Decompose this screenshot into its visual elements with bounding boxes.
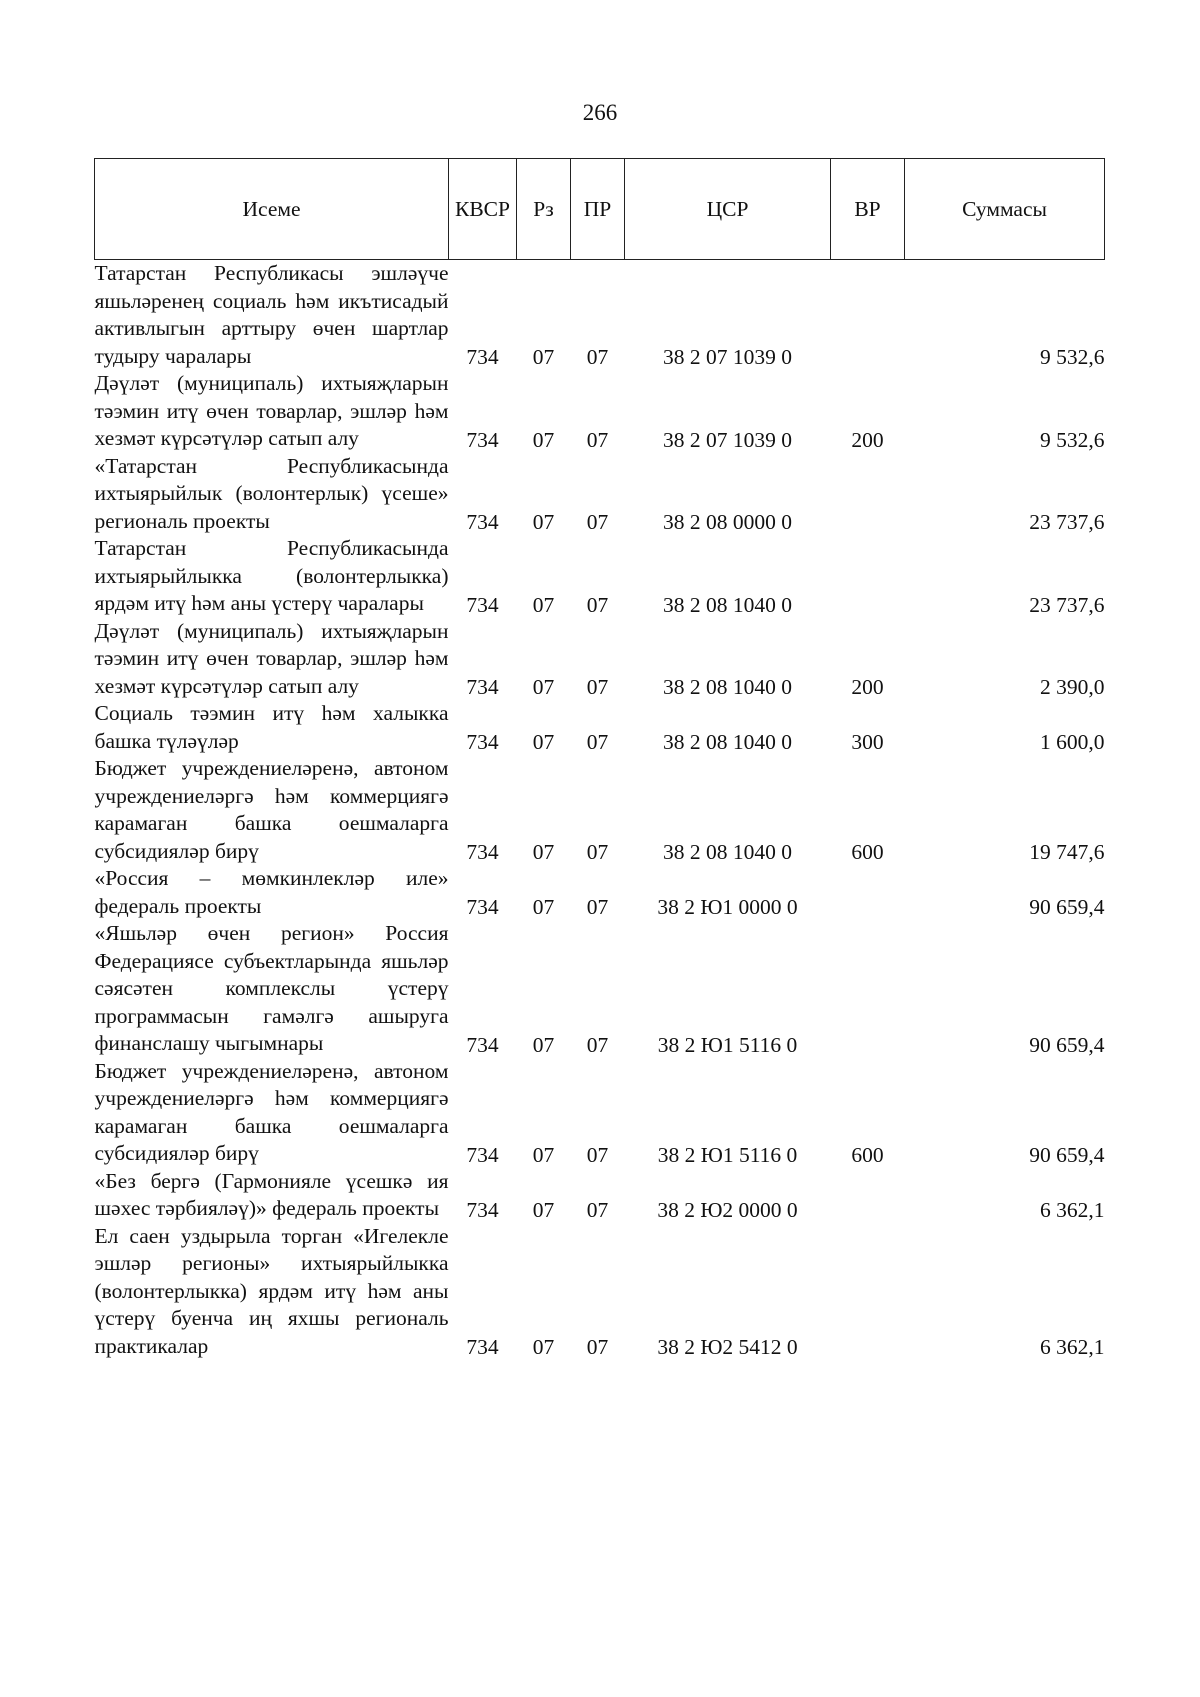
header-name: Исеме bbox=[95, 159, 449, 260]
table-header-row bbox=[95, 159, 1105, 260]
cell-sum: 23 737,6 bbox=[1029, 510, 1105, 534]
cell-vr: 600 bbox=[851, 840, 884, 864]
budget-table bbox=[94, 158, 1105, 1360]
table-row bbox=[95, 453, 1105, 536]
cell-name: Ел саен уздырыла торган «Игелекле эшләр регионы» ихтыярыйлыкка (волонтерлыкка) ярдәм итү һәм аны үстерү буенча иң яхшы региональ практикалар bbox=[94, 1223, 449, 1358]
cell-vr: 200 bbox=[851, 675, 884, 699]
cell-csr: 38 2 Ю1 5116 0 bbox=[657, 1032, 798, 1057]
cell-kvsr: 734 bbox=[466, 510, 499, 534]
table-body bbox=[95, 260, 1105, 1361]
table-row bbox=[95, 755, 1105, 865]
table-row bbox=[95, 618, 1105, 701]
cell-pr: 07 bbox=[586, 840, 609, 864]
header-vr: ВР bbox=[831, 159, 905, 260]
cell-rz: 07 bbox=[532, 1142, 555, 1167]
cell-vr: 200 bbox=[851, 427, 884, 452]
cell-csr: 38 2 Ю2 5412 0 bbox=[657, 1335, 798, 1359]
cell-sum: 90 659,4 bbox=[1029, 1142, 1105, 1167]
cell-sum: 23 737,6 bbox=[1029, 592, 1105, 617]
cell-pr: 07 bbox=[586, 1335, 609, 1359]
cell-rz: 07 bbox=[532, 345, 555, 369]
cell-vr bbox=[831, 1223, 905, 1361]
cell-rz: 07 bbox=[532, 1032, 555, 1057]
cell-csr: 38 2 Ю2 0000 0 bbox=[657, 1197, 798, 1222]
header-kvsr: КВСР bbox=[449, 159, 517, 260]
cell-pr: 07 bbox=[586, 345, 609, 369]
cell-kvsr: 734 bbox=[466, 345, 499, 369]
cell-pr: 07 bbox=[586, 730, 609, 754]
cell-kvsr: 734 bbox=[466, 840, 499, 864]
cell-kvsr: 734 bbox=[466, 675, 499, 699]
header-sum: Суммасы bbox=[905, 159, 1105, 260]
cell-vr bbox=[831, 920, 905, 1058]
cell-csr: 38 2 07 1039 0 bbox=[663, 427, 792, 452]
table-row bbox=[95, 260, 1105, 371]
cell-kvsr: 734 bbox=[466, 730, 499, 754]
cell-vr: 600 bbox=[851, 1142, 884, 1167]
cell-vr bbox=[831, 865, 905, 920]
cell-rz: 07 bbox=[532, 592, 555, 617]
cell-sum: 9 532,6 bbox=[1040, 427, 1105, 452]
cell-vr: 300 bbox=[851, 730, 884, 754]
cell-sum: 1 600,0 bbox=[1040, 730, 1105, 754]
cell-name: Дәүләт (муниципаль) ихтыяҗларын тәэмин итү өчен товарлар, эшләр һәм хезмәт күрсәтүләр сатып алу bbox=[94, 371, 449, 450]
cell-kvsr: 734 bbox=[466, 1197, 499, 1222]
cell-kvsr: 734 bbox=[466, 427, 499, 452]
cell-name: Социаль тәэмин итү һәм халыкка башка түләүләр bbox=[94, 701, 449, 753]
cell-pr: 07 bbox=[586, 592, 609, 617]
cell-rz: 07 bbox=[532, 427, 555, 452]
cell-pr: 07 bbox=[586, 1032, 609, 1057]
cell-kvsr: 734 bbox=[466, 1032, 499, 1057]
cell-rz: 07 bbox=[532, 1335, 555, 1359]
cell-name: «Россия – мөмкинлекләр иле» федераль проекты bbox=[94, 866, 449, 918]
cell-pr: 07 bbox=[586, 895, 609, 919]
cell-sum: 2 390,0 bbox=[1040, 675, 1105, 699]
table-row bbox=[95, 1058, 1105, 1168]
cell-kvsr: 734 bbox=[466, 1142, 499, 1167]
cell-rz: 07 bbox=[532, 730, 555, 754]
cell-pr: 07 bbox=[586, 675, 609, 699]
cell-csr: 38 2 08 1040 0 bbox=[663, 592, 792, 617]
cell-rz: 07 bbox=[532, 510, 555, 534]
header-csr: ЦСР bbox=[625, 159, 831, 260]
cell-sum: 19 747,6 bbox=[1029, 840, 1105, 864]
cell-name: Татарстан Республикасында ихтыярыйлыкка (волонтерлыкка) ярдәм итү һәм аны үстерү чаралары bbox=[94, 536, 449, 615]
cell-rz: 07 bbox=[532, 895, 555, 919]
cell-sum: 6 362,1 bbox=[1040, 1335, 1105, 1359]
cell-vr bbox=[831, 260, 905, 371]
cell-name: Бюджет учреждениеләренә, автоном учреждениеләргә һәм коммерциягә карамаган башка оешмаларга субсидияләр бирү bbox=[94, 756, 449, 863]
cell-name: «Без бергә (Гармонияле үсешкә ия шәхес тәрбияләү)» федераль проекты bbox=[94, 1168, 449, 1220]
cell-vr bbox=[831, 535, 905, 618]
table-row bbox=[95, 1223, 1105, 1361]
cell-csr: 38 2 Ю1 0000 0 bbox=[657, 895, 798, 919]
header-pr: ПР bbox=[571, 159, 625, 260]
cell-sum: 6 362,1 bbox=[1040, 1197, 1105, 1222]
cell-pr: 07 bbox=[586, 1142, 609, 1167]
cell-sum: 90 659,4 bbox=[1029, 895, 1105, 919]
page-number: 266 bbox=[582, 100, 618, 125]
cell-pr: 07 bbox=[586, 427, 609, 452]
cell-kvsr: 734 bbox=[466, 592, 499, 617]
cell-csr: 38 2 08 0000 0 bbox=[663, 510, 792, 534]
cell-kvsr: 734 bbox=[466, 895, 499, 919]
cell-name: Дәүләт (муниципаль) ихтыяҗларын тәэмин итү өчен товарлар, эшләр һәм хезмәт күрсәтүләр сатып алу bbox=[94, 618, 449, 698]
cell-name: «Татарстан Республикасында ихтыярыйлык (волонтерлык) үсеше» региональ проекты bbox=[94, 453, 449, 533]
table-row bbox=[95, 700, 1105, 755]
cell-csr: 38 2 08 1040 0 bbox=[663, 840, 792, 864]
cell-csr: 38 2 08 1040 0 bbox=[663, 675, 792, 699]
table-row bbox=[95, 865, 1105, 920]
cell-pr: 07 bbox=[586, 1197, 609, 1222]
cell-sum: 9 532,6 bbox=[1040, 345, 1105, 369]
cell-rz: 07 bbox=[532, 675, 555, 699]
cell-csr: 38 2 Ю1 5116 0 bbox=[657, 1142, 798, 1167]
cell-name: Татарстан Республикасы эшләүче яшьләренең социаль һәм икътисадый активлыгын арттыру өчен шартлар тудыру чаралары bbox=[94, 261, 449, 368]
cell-csr: 38 2 08 1040 0 bbox=[663, 730, 792, 754]
table-row bbox=[95, 1168, 1105, 1223]
cell-csr: 38 2 07 1039 0 bbox=[663, 345, 792, 369]
cell-name: «Яшьләр өчен регион» Россия Федерациясе субъектларында яшьләр сәясәтен комплекслы үстерү программасын гамәлгә ашыруга финанслашу чыгымнары bbox=[94, 921, 449, 1055]
cell-kvsr: 734 bbox=[466, 1335, 499, 1359]
table-row bbox=[95, 535, 1105, 618]
cell-sum: 90 659,4 bbox=[1029, 1032, 1105, 1057]
cell-pr: 07 bbox=[586, 510, 609, 534]
cell-rz: 07 bbox=[532, 1197, 555, 1222]
cell-vr bbox=[831, 1168, 905, 1223]
table-row bbox=[95, 370, 1105, 453]
cell-name: Бюджет учреждениеләренә, автоном учреждениеләргә һәм коммерциягә карамаган башка оешмаларга субсидияләр бирү bbox=[94, 1058, 449, 1165]
table-row bbox=[95, 920, 1105, 1058]
cell-rz: 07 bbox=[532, 840, 555, 864]
header-rz: Рз bbox=[517, 159, 571, 260]
cell-vr bbox=[831, 453, 905, 536]
